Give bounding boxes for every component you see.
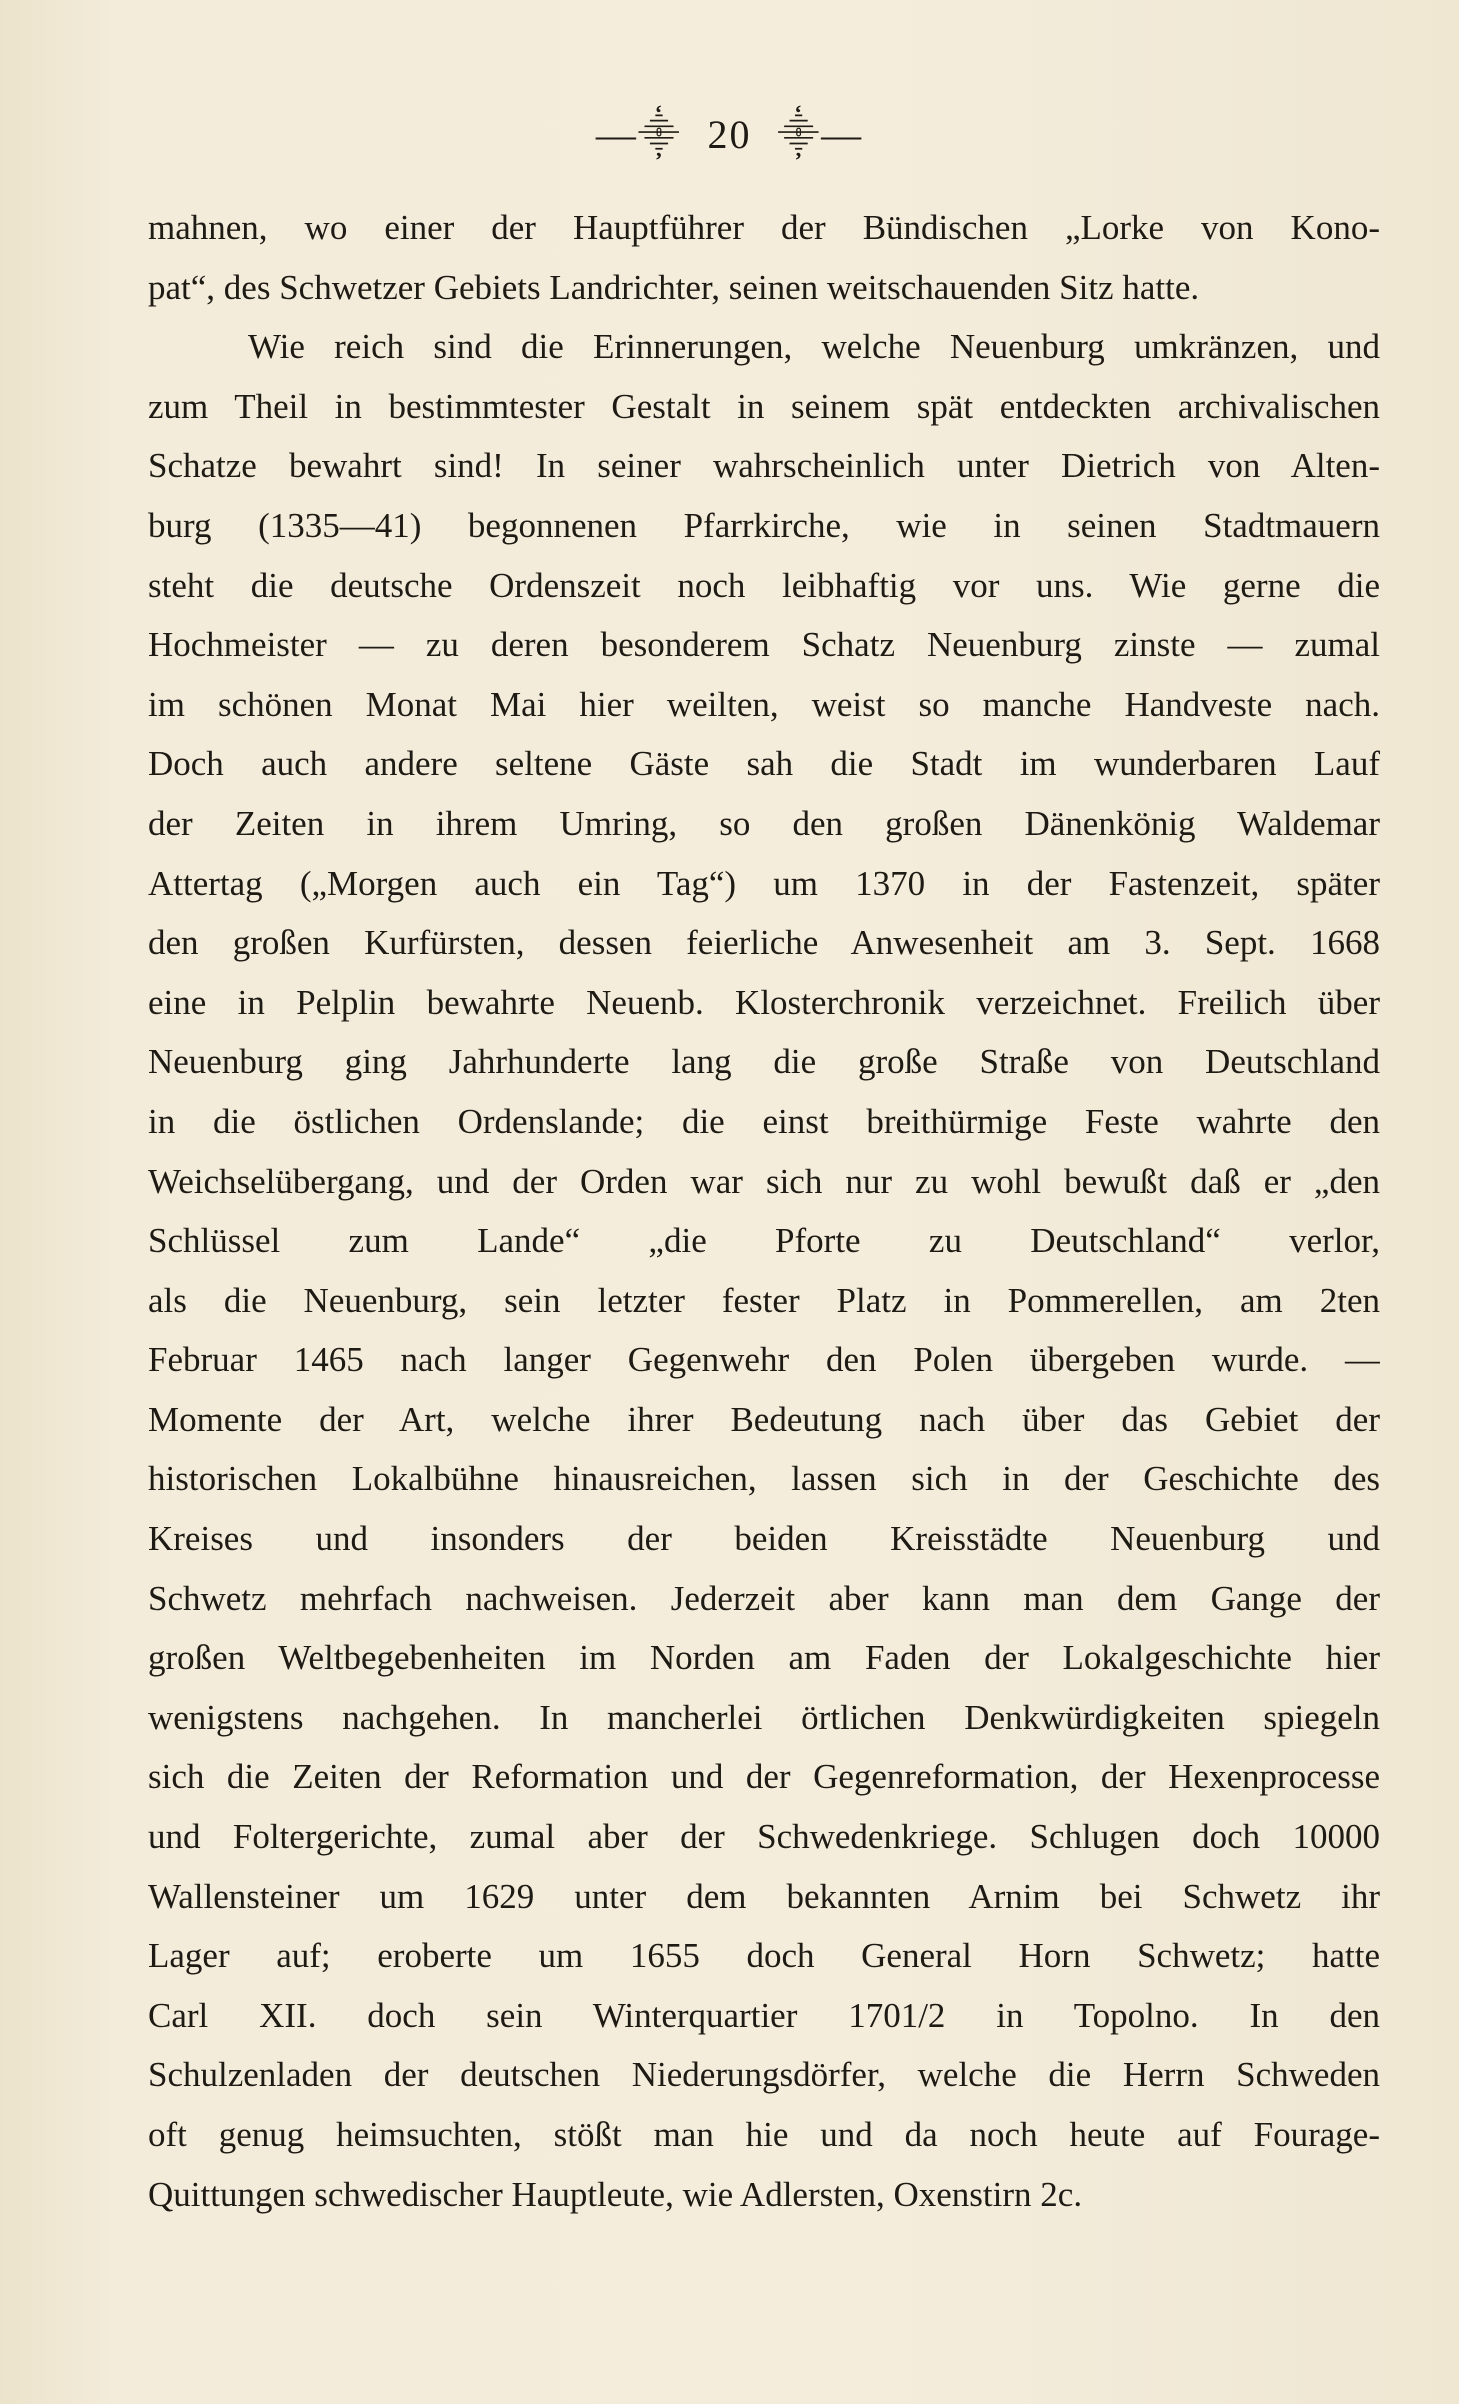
text-line: als die Neuenburg, sein letzter fester Platz in Pommerellen, am 2ten [148,1280,1380,1320]
text-line: Lager auf; eroberte um 1655 doch General Horn Schwetz; hatte [148,1936,1380,1976]
text-line: Attertag („Morgen auch ein Tag“) um 1370 in der Fastenzeit, später [148,863,1380,903]
text-line: mahnen, wo einer der Hauptführer der Bündischen „Lorke von Kono- [148,208,1380,247]
text-line: Schulzenladen der deutschen Niederungsdörfer, welche die Herrn Schweden [148,2055,1380,2095]
text-line: Schwetz mehrfach nachweisen. Jederzeit aber kann man dem Gange der [148,1578,1380,1618]
text-line: Schatze bewahrt sind! In seiner wahrscheinlich unter Dietrich von Alten- [148,446,1380,486]
body-text [148,198,1380,2224]
text-line: Quittungen schwedischer Hauptleute, wie Adlersten, Oxenstirn 2c. [148,2174,1083,2214]
text-line: im schönen Monat Mai hier weilten, weist so manche Handveste nach. [148,684,1380,724]
text-line: historischen Lokalbühne hinausreichen, lassen sich in der Geschichte des [148,1459,1380,1499]
page-number: 20 [707,112,752,157]
text-line: großen Weltbegebenheiten im Norden am Faden der Lokalgeschichte hier [148,1638,1380,1678]
text-line: Schlüssel zum Lande“ „die Pforte zu Deutschland“ verlor, [148,1221,1380,1261]
page-header [0,105,1459,160]
text-line: zum Theil in bestimmtester Gestalt in seinem spät entdeckten archivalischen [148,386,1380,426]
text-line: den großen Kurfürsten, dessen feierliche Anwesenheit am 3. Sept. 1668 [148,923,1380,963]
text-line: oft genug heimsuchten, stößt man hie und da noch heute auf Fourage- [148,2115,1380,2154]
header-ornament-left: —⸎ [595,112,682,157]
text-line: eine in Pelplin bewahrte Neuenb. Klosterchronik verzeichnet. Freilich über [148,982,1380,1022]
text-line: wenigstens nachgehen. In mancherlei örtlichen Denkwürdigkeiten spiegeln [148,1697,1380,1737]
text-line: Neuenburg ging Jahrhunderte lang die große Straße von Deutschland [148,1042,1380,1082]
text-line: der Zeiten in ihrem Umring, so den großen Dänenkönig Waldemar [148,803,1380,843]
text-line: Hochmeister — zu deren besonderem Schatz Neuenburg zinste — zumal [148,625,1380,665]
text-line: Carl XII. doch sein Winterquartier 1701/2 in Topolno. In den [148,1995,1380,2035]
text-line: Februar 1465 nach langer Gegenwehr den Polen übergeben wurde. — [148,1340,1380,1380]
text-line: pat“, des Schwetzer Gebiets Landrichter, seinen weitschauenden Sitz hatte. [148,267,1200,307]
header-ornament-right: ⸎— [777,112,864,157]
text-line: steht die deutsche Ordenszeit noch leibhaftig vor uns. Wie gerne die [148,565,1380,605]
text-line: Kreises und insonders der beiden Kreisstädte Neuenburg und [148,1519,1380,1559]
text-line: burg (1335—41) begonnenen Pfarrkirche, wie in seinen Stadtmauern [148,505,1380,545]
text-line: Momente der Art, welche ihrer Bedeutung nach über das Gebiet der [148,1399,1380,1439]
text-line: und Foltergerichte, zumal aber der Schwedenkriege. Schlugen doch 10000 [148,1817,1380,1857]
text-line: Doch auch andere seltene Gäste sah die Stadt im wunderbaren Lauf [148,744,1380,784]
text-line: Wie reich sind die Erinnerungen, welche Neuenburg umkränzen, und [248,327,1380,367]
text-line: Weichselübergang, und der Orden war sich nur zu wohl bewußt daß er „den [148,1161,1380,1201]
text-line: sich die Zeiten der Reformation und der Gegenreformation, der Hexenprocesse [148,1757,1380,1797]
text-line: in die östlichen Ordenslande; die einst breithürmige Feste wahrte den [148,1101,1380,1141]
text-line: Wallensteiner um 1629 unter dem bekannten Arnim bei Schwetz ihr [148,1876,1380,1916]
